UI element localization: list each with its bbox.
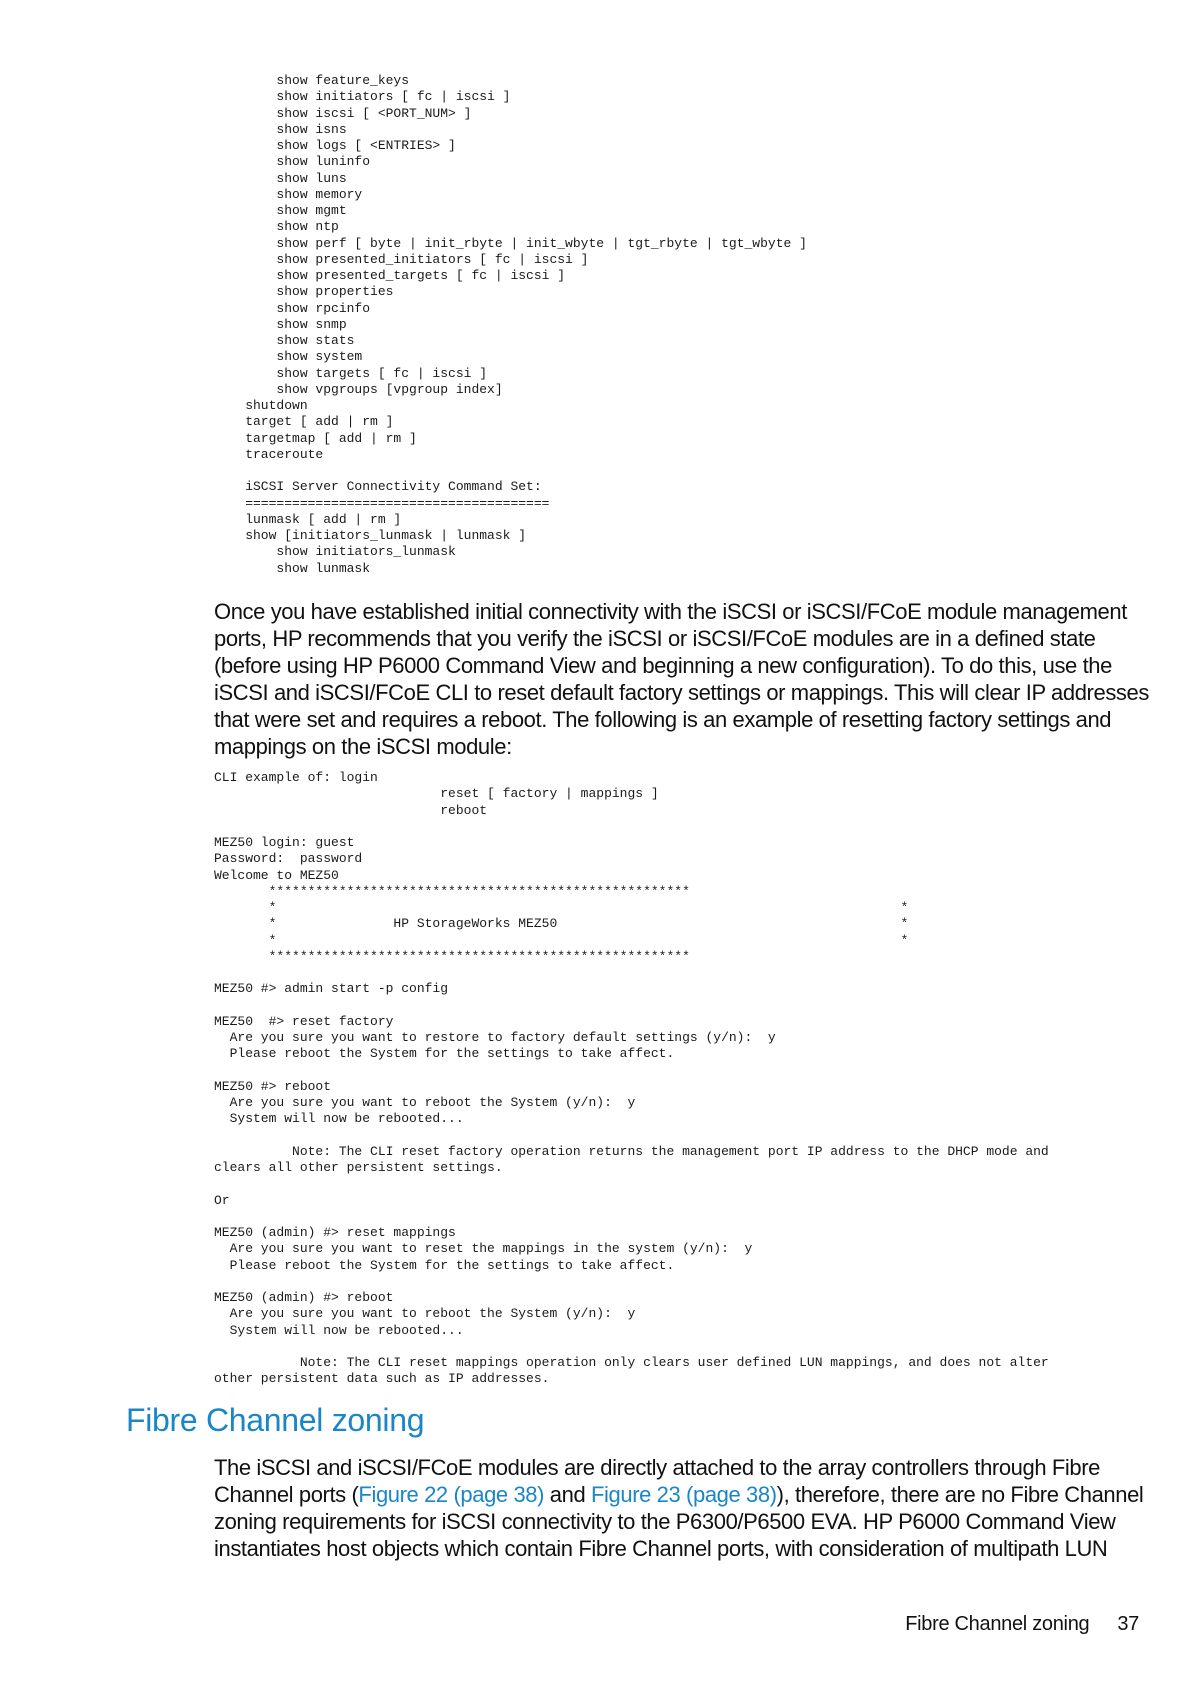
page-number: 37 <box>1117 1613 1139 1635</box>
zoning-text-part3: ), therefore, there are no Fibre Channel zoning requirements for iSCSI connectivity to the P6300/P6500 EVA. HP P6000 Command View instantiates host objects which contain Fibre Channel ports, with consideration of multipath LUN <box>214 1482 1144 1561</box>
figure-22-link[interactable]: Figure 22 (page 38) <box>358 1482 545 1507</box>
zoning-text-part2: and <box>544 1482 591 1507</box>
zoning-paragraph <box>214 1454 1149 1562</box>
cli-command-list: show feature_keys show initiators [ fc | iscsi ] show iscsi [ <PORT_NUM> ] show isns show logs [ <ENTRIES> ] show luninfo show luns show memory show mgmt show ntp show perf [ byte | init_rbyte | init_wbyte | tgt_rbyte | tgt_wbyte ] show presented_initiators [ fc | iscsi ] show presented_targets [ fc | iscsi ] show properties show rpcinfo show snmp show stats show system show targets [ fc | iscsi ] show vpgroups [vpgroup index] shutdown target [ add | rm ] targetmap [ add | rm ] traceroute iSCSI Server Connectivity Command Set: ======================================= lunmask [ add | rm ] show [initiators_lunmask | lunmask ] show initiators_lunmask show lunmask <box>245 73 807 576</box>
footer-running-title: Fibre Channel zoning <box>905 1613 1090 1635</box>
figure-23-link[interactable]: Figure 23 (page 38) <box>591 1482 777 1507</box>
section-heading: Fibre Channel zoning <box>126 1402 425 1438</box>
cli-example-block: CLI example of: login reset [ factory | mappings ] reboot MEZ50 login: guest Password: password Welcome to MEZ50 ****************************************************** * * * HP StorageWorks MEZ50 * * * ****************************************************** MEZ50 #> admin start -p config MEZ50 #> reset factory Are you sure you want to restore to factory default settings (y/n): y Please reboot the System for the settings to take affect. MEZ50 #> reboot Are you sure you want to reboot the System (y/n): y System will now be rebooted... Note: The CLI reset factory operation returns the management port IP address to the DHCP mode and clears all other persistent settings. Or MEZ50 (admin) #> reset mappings Are you sure you want to reset the mappings in the system (y/n): y Please reboot the System for the settings to take affect. MEZ50 (admin) #> reboot Are you sure you want to reboot the System (y/n): y System will now be rebooted... Note: The CLI reset mappings operation only clears user defined LUN mappings, and does not alter other persistent data such as IP addresses. <box>214 770 1049 1387</box>
page-footer <box>905 1612 1139 1636</box>
intro-paragraph: Once you have established initial connectivity with the iSCSI or iSCSI/FCoE module management ports, HP recommends that you verify the iSCSI or iSCSI/FCoE modules are in a defined state (before using HP P6000 Command View and beginning a new configuration). To do this, use the iSCSI and iSCSI/FCoE CLI to reset default factory settings or mappings. This will clear IP addresses that were set and requires a reboot. The following is an example of resetting factory settings and mappings on the iSCSI module: <box>214 599 1149 759</box>
zoning-text-part1: The iSCSI and iSCSI/FCoE modules are directly attached to the array controllers through Fibre Channel ports ( <box>214 1455 1101 1507</box>
